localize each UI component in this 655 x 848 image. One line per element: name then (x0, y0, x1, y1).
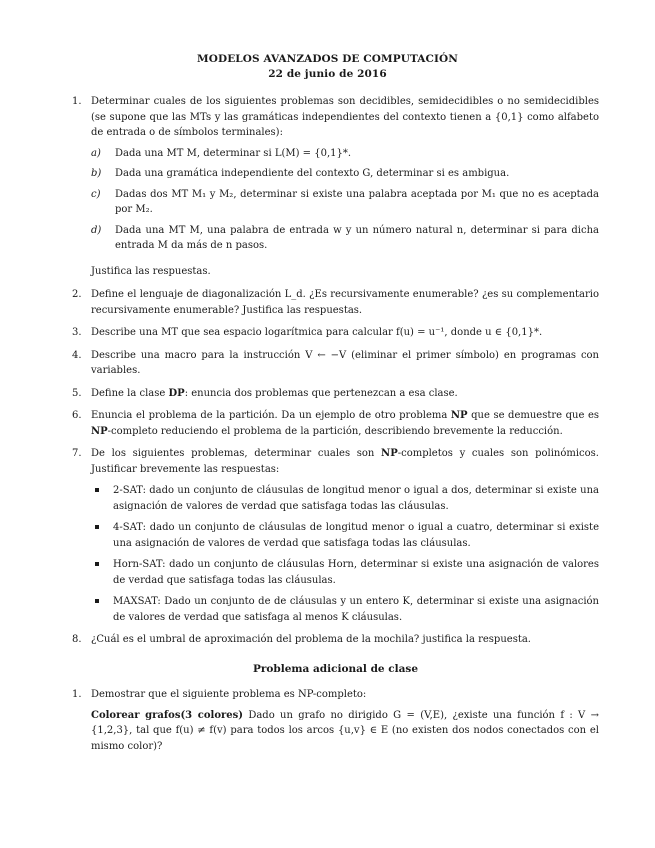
question-number: 5. (72, 387, 82, 399)
bullet-icon (95, 562, 99, 566)
bullet-text: 2-SAT: dado un conjunto de cláusulas de longitud menor o igual a dos, determinar si existe una asignación de valores de verdad que satisfaga todas las cláusulas. (113, 485, 599, 512)
bullet-text: Horn-SAT: dado un conjunto de cláusulas Horn, determinar si existe una asignación de valores de verdad que satisfaga todas las cláusulas. (113, 559, 599, 586)
bullet-icon (95, 525, 99, 529)
question-2 (72, 287, 599, 318)
question-note: Justifica las respuestas. (91, 265, 211, 277)
subquestion-label: d) (91, 224, 102, 236)
subquestion-c (91, 187, 599, 218)
question-text-a: Enuncia el problema de la partición. Da un ejemplo de otro problema (91, 410, 451, 421)
bullet-item (91, 520, 599, 551)
question-8 (72, 632, 599, 648)
question-text: Describe una macro para la instrucción V ← −V (eliminar el primer símbolo) en programas con variables. (91, 349, 599, 376)
question-number: 3. (72, 327, 82, 338)
question-text: Define el lenguaje de diagonalización L_d. ¿Es recursivamente enumerable? ¿es su complementario recursivamente enumerable? Justifica las respuestas. (91, 289, 599, 316)
question-number: 7. (72, 448, 82, 459)
question-text: Describe una MT que sea espacio logarítmica para calcular f(u) = u⁻¹, donde u ∈ {0,1}*. (91, 327, 543, 338)
subquestion-b (91, 166, 599, 182)
question-number: 4. (72, 349, 82, 361)
subquestion-label: b) (91, 168, 102, 179)
question-text-post: : enuncia dos problemas que pertenezcan a esa clase. (184, 387, 458, 399)
question-text-pre: Define la clase (91, 387, 169, 399)
exam-title: MODELOS AVANZADOS DE COMPUTACIÓN (197, 53, 458, 65)
np-label: NP (381, 448, 398, 459)
question-number: 1. (72, 96, 82, 107)
problem-definition (91, 708, 599, 755)
question-number: 1. (72, 689, 82, 700)
np-label: NP (450, 410, 468, 421)
exam-body (72, 94, 599, 761)
question-text-a: De los siguientes problemas, determinar cuales son (91, 448, 382, 459)
subquestion-a (91, 146, 599, 162)
question-4 (72, 348, 599, 379)
question-number: 8. (72, 634, 82, 645)
bullet-text: MAXSAT: Dado un conjunto de de cláusulas y un entero K, determinar si existe una asignación de valores de verdad que satisfaga al menos K cláusulas. (113, 596, 599, 623)
extra-question-1 (72, 687, 599, 754)
class-name: DP (168, 387, 185, 399)
bullet-item (91, 594, 599, 625)
bullet-item (91, 483, 599, 514)
bullet-icon (95, 488, 99, 492)
subquestion-text: Dada una MT M, determinar si L(M) = {0,1}*. (115, 147, 352, 159)
question-text-b: -completos y cuales son polinómicos. Justificar brevemente las respuestas: (91, 448, 599, 475)
subquestion-text: Dadas dos MT M₁ y M₂, determinar si existe una palabra aceptada por M₁ que no es aceptada por M₂. (115, 188, 599, 215)
bullet-text: 4-SAT: dado un conjunto de cláusulas de longitud menor o igual a cuatro, determinar si existe una asignación de valores de verdad que satisfaga todas las cláusulas. (113, 522, 599, 549)
subquestion-text: Dada una gramática independiente del contexto G, determinar si es ambigua. (115, 168, 510, 179)
question-6 (72, 408, 599, 439)
question-5 (72, 386, 599, 402)
question-7 (72, 446, 599, 625)
question-text-c: -completo reduciendo el problema de la partición, describiendo brevemente la reducción. (107, 425, 563, 437)
exam-date: 22 de junio de 2016 (268, 68, 387, 80)
subquestion-text: Dada una MT M, una palabra de entrada w y un número natural n, determinar si para dicha entrada M da más de n pasos. (115, 224, 599, 251)
question-text: Demostrar que el siguiente problema es NP-completo: (91, 689, 367, 700)
question-number: 2. (72, 289, 82, 300)
question-1 (72, 94, 599, 279)
question-number: 6. (72, 410, 82, 421)
problem-name: Colorear grafos(3 colores) (91, 709, 243, 721)
bullet-icon (95, 599, 99, 603)
question-3 (72, 325, 599, 341)
subquestion-label: c) (91, 188, 101, 200)
np-label: NP (91, 425, 108, 437)
question-text: Determinar cuales de los siguientes problemas son decidibles, semidecidibles o no semidecidibles (se supone que las MTs y las gramáticas independientes del contexto tienen a {0,1} como alfabeto de entrada o de símbolos terminales): (91, 96, 599, 138)
extra-section-title: Problema adicional de clase (252, 662, 419, 675)
question-text: ¿Cuál es el umbral de aproximación del problema de la mochila? justifica la respuesta. (91, 634, 531, 645)
bullet-item (91, 557, 599, 588)
subquestion-d (91, 223, 599, 254)
subquestion-label: a) (91, 147, 101, 159)
exam-header (0, 52, 655, 82)
question-text-b: que se demuestre que es (467, 410, 599, 421)
problem-description: Dado un grafo no dirigido G = (V,E), ¿existe una función f : V → {1,2,3}, tal que f(u) ≠ f(v) para todos los arcos {u,v} ∈ E (no existen dos nodos conectados con el mismo color)? (91, 709, 599, 752)
